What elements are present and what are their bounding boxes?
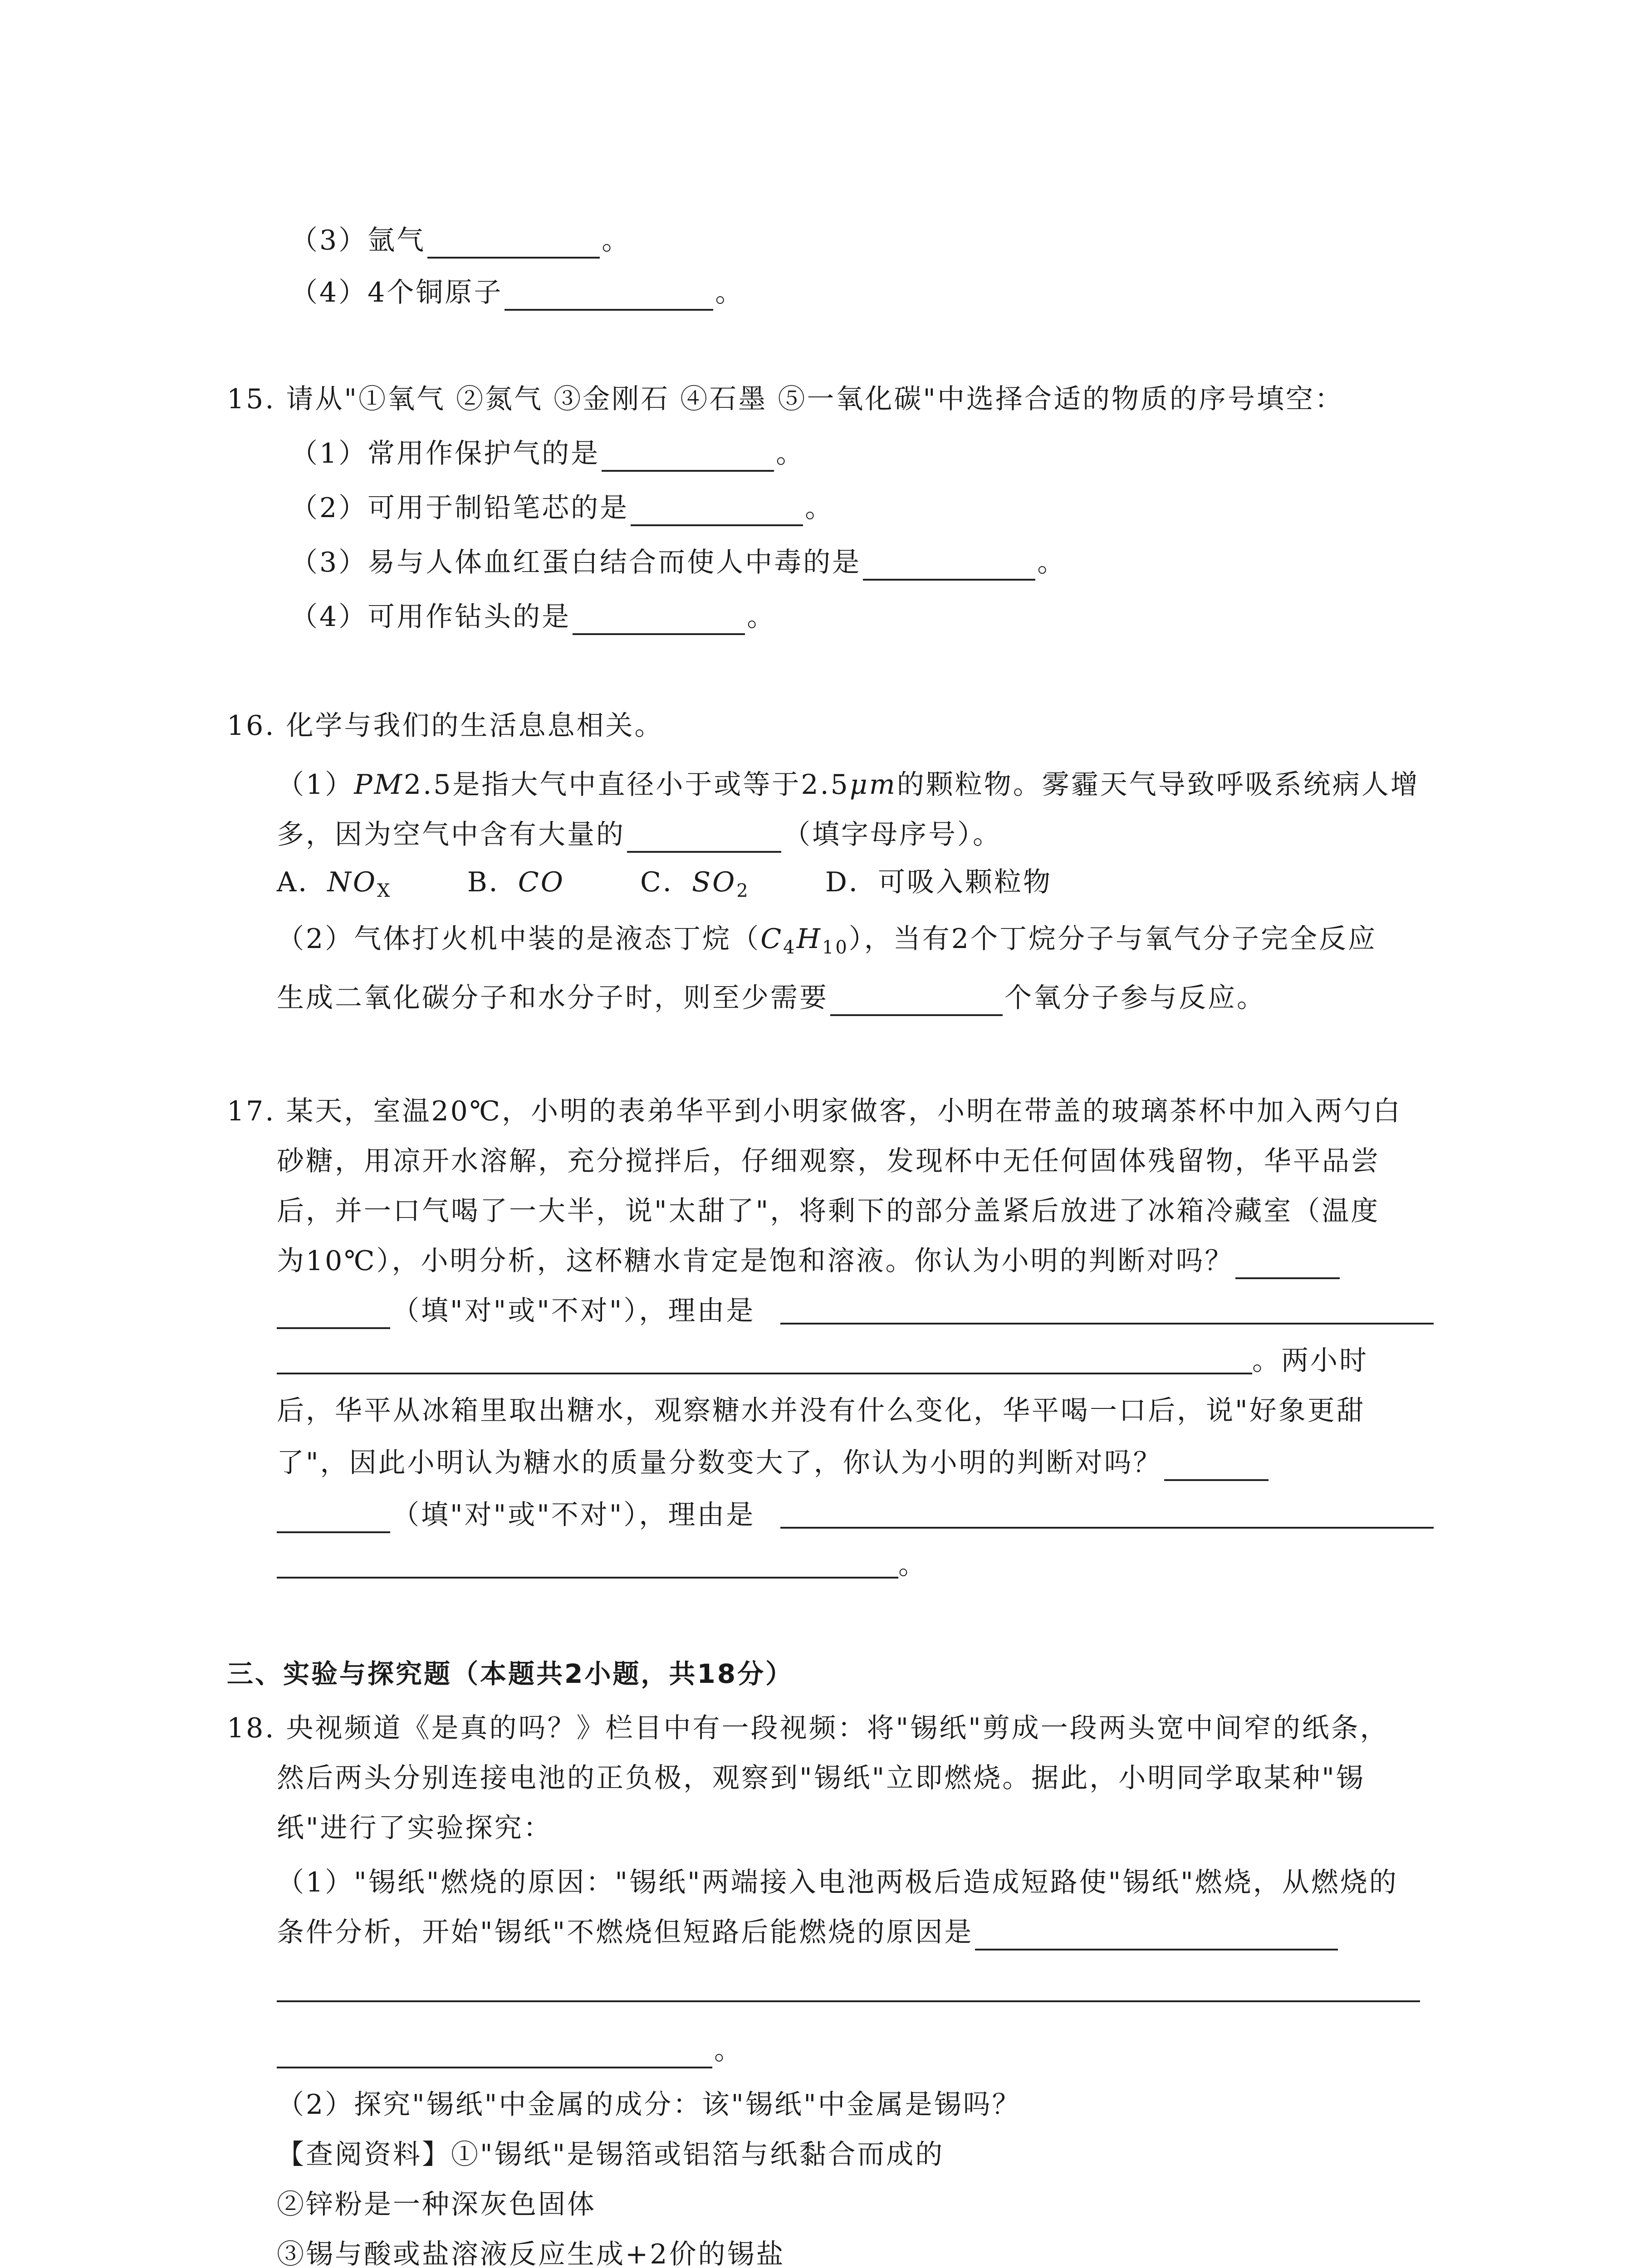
period: 。: [1037, 547, 1067, 578]
answer-line[interactable]: [277, 1577, 898, 1579]
q15-line-1-text: （1）常用作保护气的是: [290, 438, 600, 469]
q17-line-7: 后，华平从冰箱里取出糖水，观察糖水并没有什么变化，华平喝一口后，说"好象更甜: [277, 1395, 1366, 1427]
q14-line-3: [290, 222, 631, 259]
q18-line-4: （1）"锡纸"燃烧的原因："锡纸"两端接入电池两极后造成短路使"锡纸"燃烧，从燃烧的: [277, 1867, 1398, 1898]
q15-line-3: [290, 544, 1066, 581]
answer-line[interactable]: [780, 1323, 1434, 1325]
q18-line-9: ②锌粉是一种深灰色固体: [277, 2189, 596, 2220]
section-3-heading: 三、实验与探究题（本题共2小题，共18分）: [227, 1658, 794, 1689]
q15-line-1: [290, 435, 805, 472]
answer-blank[interactable]: [277, 1297, 390, 1329]
q16-part1-text-d: （填字母序号）。: [783, 819, 1002, 850]
q16-part2-text-a: （2）气体打火机中装的是液态丁烷（: [277, 923, 761, 955]
answer-blank[interactable]: [631, 494, 803, 526]
answer-line[interactable]: [277, 2000, 1420, 2002]
q16-part2-text-d: 个氧分子参与反应。: [1004, 982, 1266, 1014]
q16-part1-line2: [277, 816, 1002, 853]
option-c-label: C．: [640, 866, 692, 898]
q17-line-6: 。两小时: [1252, 1345, 1368, 1377]
answer-blank[interactable]: [277, 1501, 390, 1533]
q17-line-4: [277, 1243, 1342, 1279]
q14-line-4-text: （4）4个铜原子: [290, 277, 503, 308]
q16-part1-text-a: 2.5是指大气中直径小于或等于2.5: [404, 769, 850, 801]
option-b-formula: CO: [518, 866, 565, 898]
answer-blank[interactable]: [505, 279, 713, 311]
answer-blank[interactable]: [427, 227, 600, 259]
q15-line-4-text: （4）可用作钻头的是: [290, 601, 571, 633]
q17-line-4-text: 为10℃），小明分析，这杯糖水肯定是饱和溶液。你认为小明的判断对吗？: [277, 1245, 1234, 1277]
answer-blank[interactable]: [863, 549, 1035, 581]
q18-line-3: 纸"进行了实验探究：: [277, 1812, 553, 1844]
answer-blank[interactable]: [277, 2037, 712, 2068]
option-c-formula: SO: [691, 866, 737, 898]
q16-part2-text-b: ），当有2个丁烷分子与氧气分子完全反应: [848, 923, 1377, 955]
q18-line-5: [277, 1914, 1340, 1950]
answer-line[interactable]: [277, 1373, 1252, 1374]
q17-line-2: 砂糖，用凉开水溶解，充分搅拌后，仔细观察，发现杯中无任何固体残留物，华平品尝: [277, 1145, 1380, 1177]
q16-options: [277, 864, 1052, 900]
option-a-label: A．: [277, 866, 328, 898]
q17-line-9-text: （填"对"或"不对"），理由是: [392, 1499, 755, 1531]
q18-line-8: 【查阅资料】①"锡纸"是锡箔或铝箔与纸黏合而成的: [277, 2139, 945, 2170]
period: 。: [714, 2034, 743, 2066]
q16-part2-text-c: 生成二氧化碳分子和水分子时，则至少需要: [277, 982, 828, 1014]
q14-line-3-text: （3）氩气: [290, 225, 426, 256]
answer-blank[interactable]: [1235, 1247, 1340, 1279]
q17-line-1: 17. 某天，室温20℃，小明的表弟华平到小明家做客，小明在带盖的玻璃茶杯中加入两勺白: [227, 1095, 1402, 1127]
hydrogen-subscript: 10: [822, 937, 849, 958]
q15-line-2-text: （2）可用于制铅笔芯的是: [290, 492, 629, 524]
q17-line-5: [277, 1293, 755, 1329]
period: 。: [776, 438, 805, 469]
option-a-formula: NO: [327, 866, 377, 898]
micrometer-unit: μm: [849, 769, 897, 801]
q18-line-5-text: 条件分析，开始"锡纸"不燃烧但短路后能燃烧的原因是: [277, 1916, 974, 1948]
answer-blank[interactable]: [975, 1919, 1338, 1950]
answer-blank[interactable]: [1164, 1449, 1269, 1481]
q17-line-8-text: 了"，因此小明认为糖水的质量分数变大了，你认为小明的判断对吗？: [277, 1447, 1162, 1479]
q17-line-3: 后，并一口气喝了一大半，说"太甜了"，将剩下的部分盖紧后放进了冰箱冷藏室（温度: [277, 1195, 1380, 1227]
hydrogen-symbol: H: [796, 923, 822, 955]
q17-line-9: [277, 1497, 755, 1533]
answer-blank[interactable]: [627, 821, 781, 853]
option-c-subscript: 2: [736, 880, 750, 901]
q17-line-5-text: （填"对"或"不对"），理由是: [392, 1295, 755, 1327]
q16-part1-line1: [277, 767, 1420, 803]
q16-part2-line2: [277, 980, 1266, 1016]
q16-stem: 16. 化学与我们的生活息息相关。: [227, 710, 664, 742]
q15-line-3-text: （3）易与人体血红蛋白结合而使人中毒的是: [290, 547, 862, 578]
q18-line-2: 然后两头分别连接电池的正负极，观察到"锡纸"立即燃烧。据此，小明同学取某种"锡: [277, 1762, 1365, 1794]
q16-part1-text-b: 的颗粒物。雾霾天气导致呼吸系统病人增: [896, 769, 1420, 801]
q14-line-4: [290, 274, 744, 311]
period: 。: [805, 492, 834, 524]
period: 。: [715, 277, 745, 308]
q18-line-7: （2）探究"锡纸"中金属的成分：该"锡纸"中金属是锡吗？: [277, 2089, 1021, 2121]
answer-blank[interactable]: [830, 984, 1003, 1016]
option-a-subscript: X: [377, 880, 392, 901]
q18-line-6: [277, 2032, 743, 2068]
pm-symbol: PM: [354, 769, 404, 801]
q17-line-10: 。: [898, 1549, 927, 1581]
answer-line[interactable]: [780, 1527, 1434, 1529]
option-b-label: B．: [467, 866, 518, 898]
q15-stem: 15. 请从"①氧气 ②氮气 ③金刚石 ④石墨 ⑤一氧化碳"中选择合适的物质的序号填空：: [227, 383, 1344, 415]
q17-line-8: [277, 1445, 1270, 1481]
period: 。: [747, 601, 776, 633]
q15-line-4: [290, 599, 776, 635]
q16-part2-line1: [277, 921, 1377, 957]
q16-part1-label: （1）: [277, 769, 354, 801]
carbon-symbol: C: [760, 923, 784, 955]
q15-line-2: [290, 490, 834, 526]
answer-blank[interactable]: [573, 603, 745, 635]
option-d-label: D．可吸入颗粒物: [825, 866, 1052, 898]
carbon-subscript: 4: [783, 937, 797, 958]
q18-line-1: 18. 央视频道《是真的吗？》栏目中有一段视频：将"锡纸"剪成一段两头宽中间窄的纸条，: [227, 1712, 1389, 1744]
answer-blank[interactable]: [602, 440, 774, 472]
q18-line-10: ③锡与酸或盐溶液反应生成+2价的锡盐: [277, 2239, 785, 2268]
q16-part1-text-c: 多，因为空气中含有大量的: [277, 819, 625, 850]
period: 。: [602, 225, 631, 256]
